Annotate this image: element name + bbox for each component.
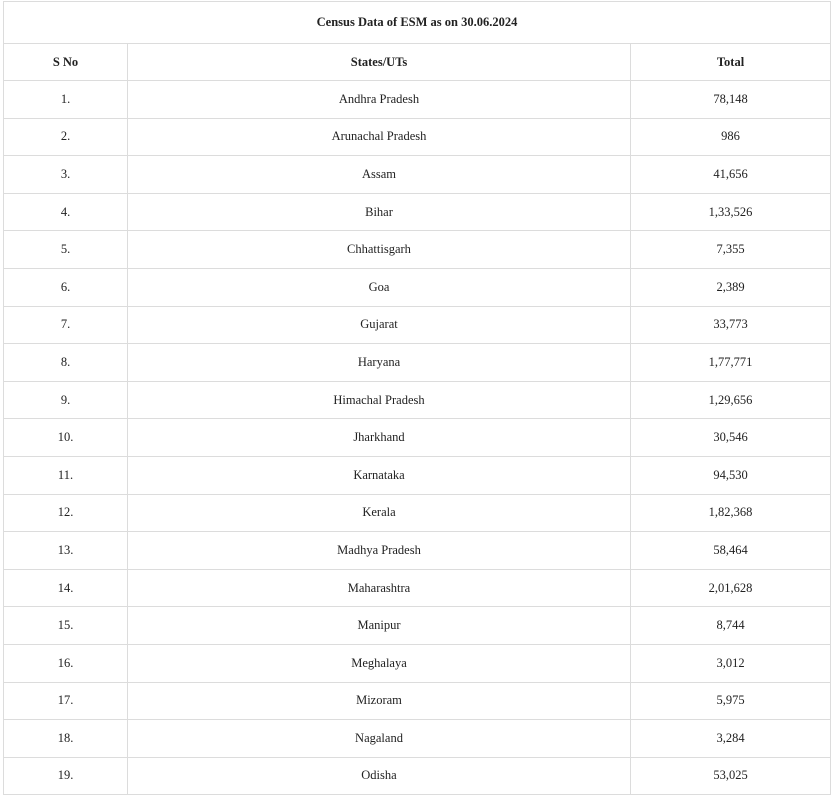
cell-sno: 2.: [4, 118, 128, 156]
table-row: [4, 118, 831, 156]
cell-total: 53,025: [631, 757, 831, 795]
cell-total: 3,012: [631, 644, 831, 682]
cell-sno: 17.: [4, 682, 128, 720]
cell-total: 2,01,628: [631, 569, 831, 607]
cell-sno: 5.: [4, 231, 128, 269]
table-row: [4, 569, 831, 607]
cell-sno: 14.: [4, 569, 128, 607]
cell-sno: 1.: [4, 81, 128, 119]
cell-sno: 12.: [4, 494, 128, 532]
cell-sno: 15.: [4, 607, 128, 645]
cell-total: 41,656: [631, 156, 831, 194]
cell-state: Kerala: [128, 494, 631, 532]
table-row: [4, 156, 831, 194]
cell-state: Nagaland: [128, 720, 631, 758]
cell-state: Madhya Pradesh: [128, 532, 631, 570]
header-states: States/UTs: [128, 44, 631, 81]
table-header-row: [4, 44, 831, 81]
table-row: [4, 268, 831, 306]
cell-state: Andhra Pradesh: [128, 81, 631, 119]
cell-total: 1,29,656: [631, 381, 831, 419]
cell-total: 8,744: [631, 607, 831, 645]
cell-total: 33,773: [631, 306, 831, 344]
cell-sno: 3.: [4, 156, 128, 194]
cell-total: 5,975: [631, 682, 831, 720]
table-row: [4, 381, 831, 419]
cell-sno: 16.: [4, 644, 128, 682]
cell-state: Karnataka: [128, 456, 631, 494]
table-row: [4, 720, 831, 758]
table-row: [4, 231, 831, 269]
cell-total: 78,148: [631, 81, 831, 119]
cell-state: Manipur: [128, 607, 631, 645]
table-row: [4, 306, 831, 344]
cell-sno: 9.: [4, 381, 128, 419]
cell-total: 1,82,368: [631, 494, 831, 532]
table-row: [4, 757, 831, 795]
cell-state: Mizoram: [128, 682, 631, 720]
cell-sno: 11.: [4, 456, 128, 494]
cell-total: 3,284: [631, 720, 831, 758]
table-row: [4, 607, 831, 645]
table-body: [4, 81, 831, 795]
table-row: [4, 456, 831, 494]
cell-state: Arunachal Pradesh: [128, 118, 631, 156]
table-row: [4, 532, 831, 570]
cell-sno: 13.: [4, 532, 128, 570]
cell-total: 1,33,526: [631, 193, 831, 231]
table-title-row: [4, 2, 831, 44]
cell-state: Haryana: [128, 344, 631, 382]
cell-sno: 10.: [4, 419, 128, 457]
census-table: [3, 1, 831, 795]
cell-sno: 19.: [4, 757, 128, 795]
table-row: [4, 419, 831, 457]
table-row: [4, 682, 831, 720]
table-row: [4, 644, 831, 682]
table-row: [4, 193, 831, 231]
table-row: [4, 494, 831, 532]
cell-total: 986: [631, 118, 831, 156]
cell-state: Himachal Pradesh: [128, 381, 631, 419]
cell-total: 7,355: [631, 231, 831, 269]
cell-state: Odisha: [128, 757, 631, 795]
cell-state: Bihar: [128, 193, 631, 231]
cell-sno: 6.: [4, 268, 128, 306]
table-title: Census Data of ESM as on 30.06.2024: [4, 2, 831, 44]
cell-state: Meghalaya: [128, 644, 631, 682]
cell-total: 2,389: [631, 268, 831, 306]
cell-total: 30,546: [631, 419, 831, 457]
cell-state: Maharashtra: [128, 569, 631, 607]
cell-total: 1,77,771: [631, 344, 831, 382]
cell-state: Chhattisgarh: [128, 231, 631, 269]
cell-sno: 8.: [4, 344, 128, 382]
cell-total: 94,530: [631, 456, 831, 494]
cell-state: Assam: [128, 156, 631, 194]
cell-state: Gujarat: [128, 306, 631, 344]
cell-sno: 18.: [4, 720, 128, 758]
table-row: [4, 81, 831, 119]
header-total: Total: [631, 44, 831, 81]
table-row: [4, 344, 831, 382]
cell-total: 58,464: [631, 532, 831, 570]
cell-state: Goa: [128, 268, 631, 306]
cell-sno: 7.: [4, 306, 128, 344]
cell-state: Jharkhand: [128, 419, 631, 457]
header-sno: S No: [4, 44, 128, 81]
cell-sno: 4.: [4, 193, 128, 231]
